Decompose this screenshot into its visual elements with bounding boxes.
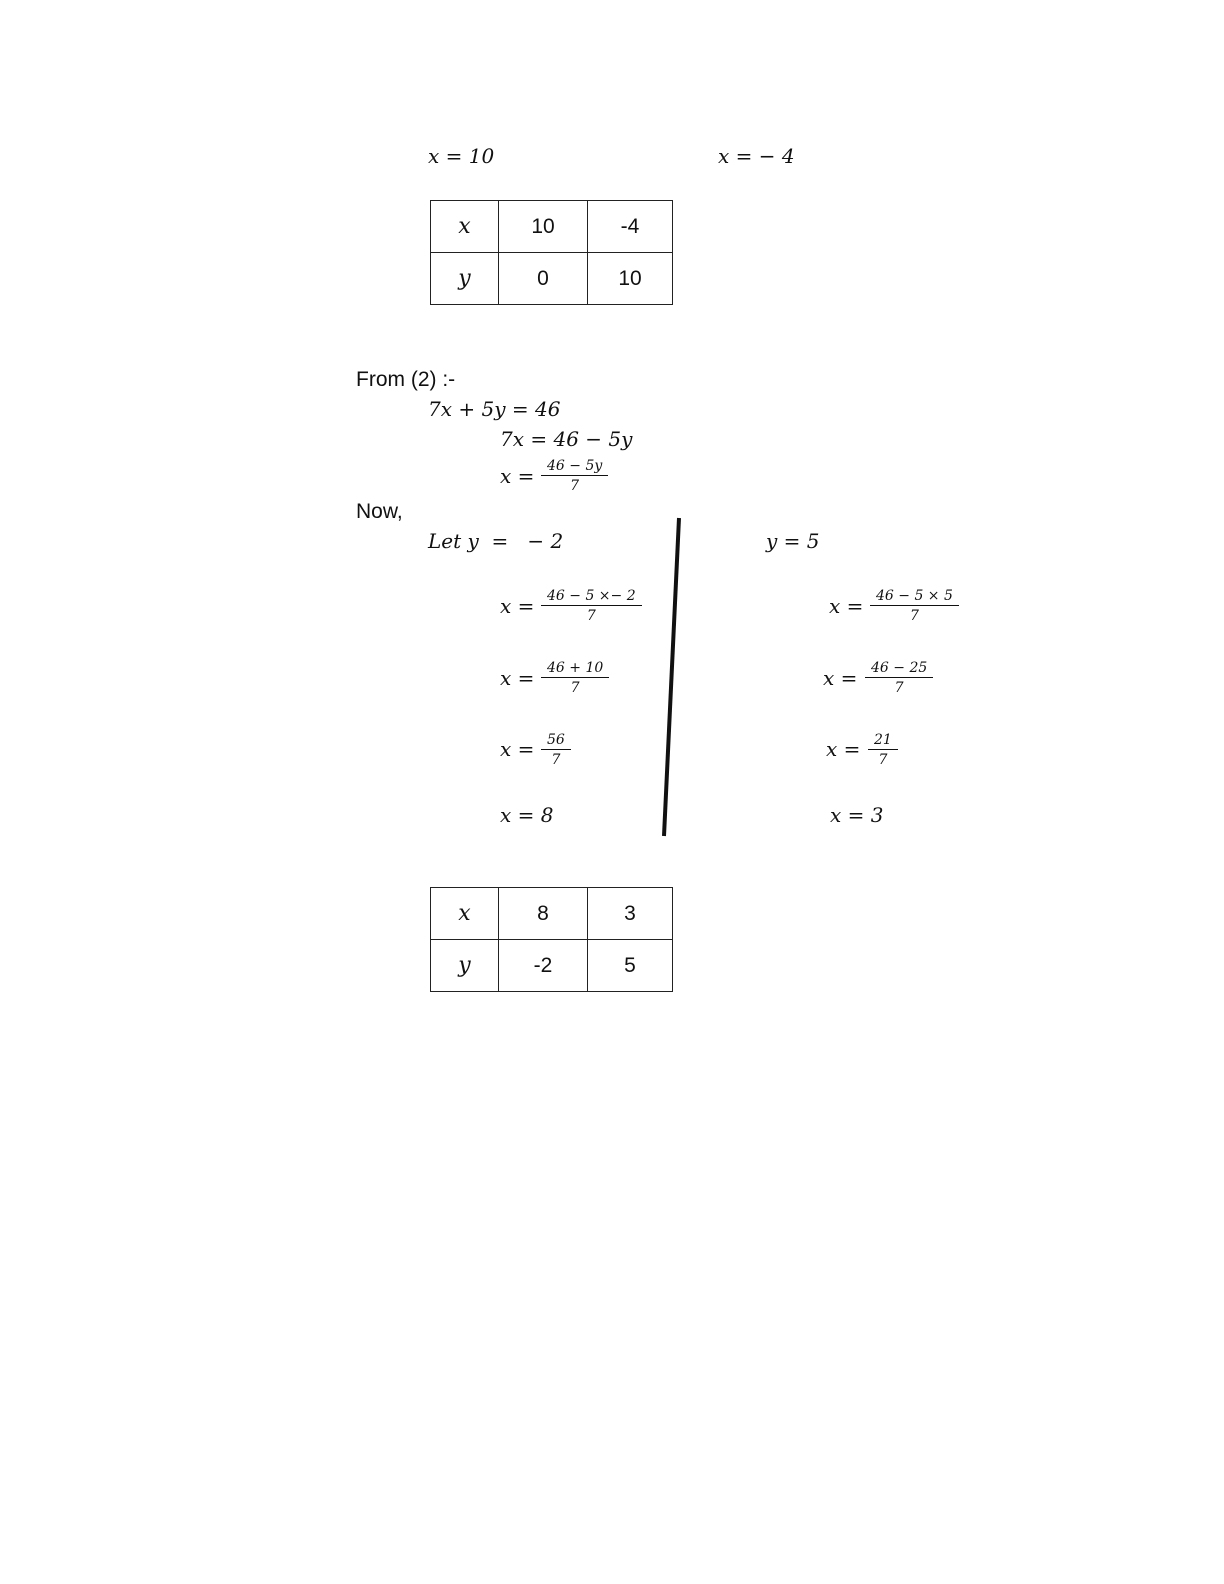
left-step-3-lhs: x = <box>500 737 535 761</box>
table-cell: 3 <box>588 888 673 940</box>
table-cell: -4 <box>588 201 673 253</box>
fraction-denominator: 7 <box>570 478 580 494</box>
right-step-2-lhs: x = <box>823 666 858 690</box>
table-row-x <box>431 888 673 940</box>
fraction-denominator: 7 <box>878 752 888 768</box>
table-header-x: x <box>431 888 499 940</box>
right-step-3-lhs: x = <box>826 737 861 761</box>
values-table-2 <box>430 887 673 992</box>
fraction-numerator: 21 <box>868 733 898 750</box>
right-case-let: y = 5 <box>766 529 820 553</box>
fraction-numerator: 46 − 5 ×− 2 <box>541 589 642 606</box>
left-result: x = 8 <box>500 803 554 827</box>
table-header-y: y <box>431 940 499 992</box>
table-cell: -2 <box>499 940 588 992</box>
table-cell: 10 <box>499 201 588 253</box>
left-case-let: Let y = − 2 <box>428 529 564 553</box>
table-header-y: y <box>431 253 499 305</box>
equation-1: 7x + 5y = 46 <box>428 397 561 421</box>
left-step-2-lhs: x = <box>500 666 535 690</box>
x-value-right: x = − 4 <box>718 144 795 168</box>
fraction-denominator: 7 <box>909 608 919 624</box>
right-step-1-lhs: x = <box>829 594 864 618</box>
right-result: x = 3 <box>830 803 884 827</box>
fraction-numerator: 46 − 5 × 5 <box>870 589 959 606</box>
fraction-denominator: 7 <box>570 680 580 696</box>
fraction-denominator: 7 <box>551 752 561 768</box>
x-value-left: x = 10 <box>428 144 495 168</box>
fraction-denominator: 7 <box>894 680 904 696</box>
table-cell: 0 <box>499 253 588 305</box>
fraction-numerator: 46 − 5y <box>541 459 608 476</box>
fraction-denominator: 7 <box>586 608 596 624</box>
right-step-1-fraction <box>870 589 959 623</box>
from-label: From (2) :- <box>356 368 456 391</box>
right-step-2-fraction <box>865 661 933 695</box>
fraction-numerator: 46 + 10 <box>541 661 609 678</box>
fraction-numerator: 56 <box>541 733 571 750</box>
table-cell: 10 <box>588 253 673 305</box>
table-header-x: x <box>431 201 499 253</box>
table-cell: 8 <box>499 888 588 940</box>
right-step-3-fraction <box>868 733 898 767</box>
fraction-numerator: 46 − 25 <box>865 661 933 678</box>
left-step-1-lhs: x = <box>500 594 535 618</box>
now-label: Now, <box>356 500 403 523</box>
table-row-y <box>431 940 673 992</box>
equation-3-lhs: x = <box>500 464 535 488</box>
equation-2: 7x = 46 − 5y <box>500 427 633 451</box>
table-cell: 5 <box>588 940 673 992</box>
